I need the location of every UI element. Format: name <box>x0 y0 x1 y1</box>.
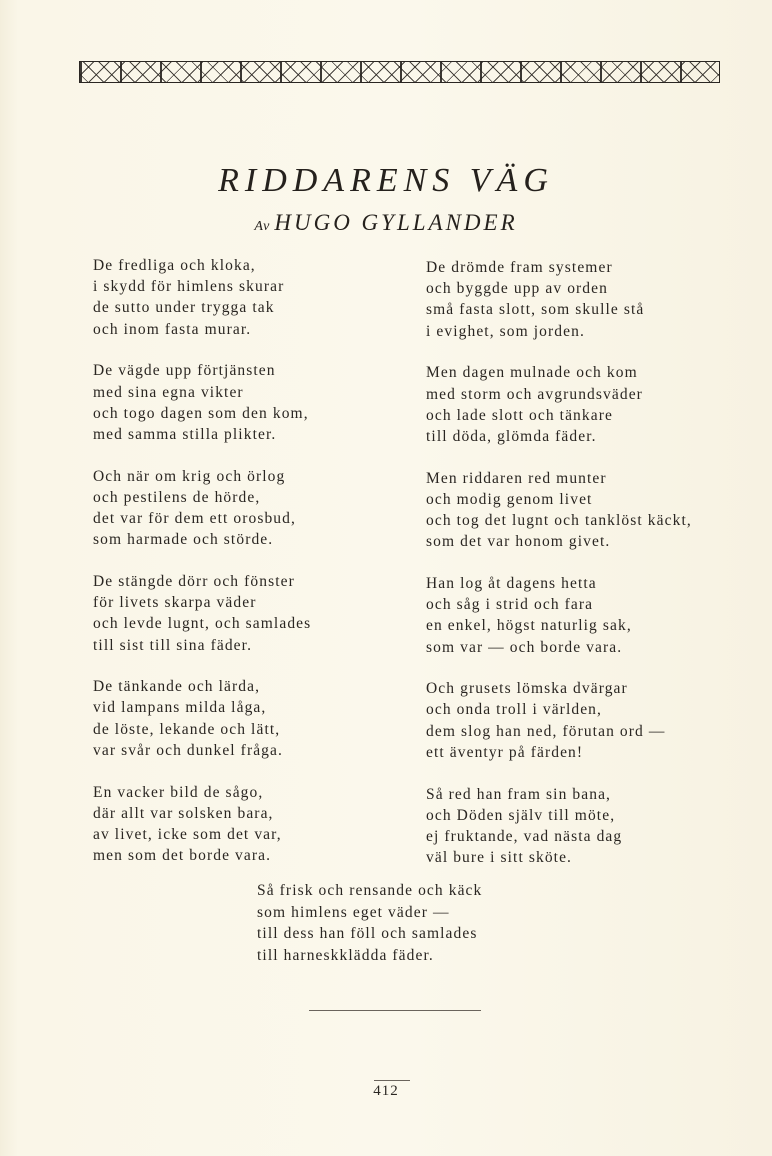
verse-line: Och grusets lömska dvärgar <box>426 680 628 698</box>
verse-line: dem slog han ned, förutan ord — <box>426 722 666 740</box>
verse-line: De vägde upp förtjänsten <box>93 362 276 380</box>
verse-line: och inom fasta murar. <box>93 320 252 338</box>
stanza <box>93 782 311 867</box>
verse-line: och lade slott och tänkare <box>426 406 613 424</box>
verse-line: Han log åt dagens hetta <box>426 574 597 592</box>
verse-line: Och när om krig och örlog <box>93 467 286 485</box>
verse-line: som harmade och störde. <box>93 531 274 549</box>
verse-line: och onda troll i världen, <box>426 701 602 719</box>
verse-line: och byggde upp av orden <box>426 280 608 298</box>
poem-author <box>0 210 772 236</box>
stanza <box>426 573 692 658</box>
verse-line: Så red han fram sin bana, <box>426 785 612 803</box>
author-name: HUGO GYLLANDER <box>274 210 518 235</box>
verse-line: Så frisk och rensande och käck <box>257 882 483 899</box>
verse-line: och pestilens de hörde, <box>93 488 261 506</box>
verse-line: Men dagen mulnade och kom <box>426 364 638 382</box>
stanza <box>93 255 311 340</box>
verse-line: till döda, glömda fäder. <box>426 427 597 445</box>
stanza <box>426 784 692 869</box>
verse-line: och togo dagen som den kom, <box>93 404 309 422</box>
verse-line: av livet, icke som det var, <box>93 825 282 843</box>
verse-line: Men riddaren red munter <box>426 469 607 487</box>
page-number: 412 <box>373 1083 399 1099</box>
verse-line: En vacker bild de sågo, <box>93 783 264 801</box>
verse-line: var svår och dunkel fråga. <box>93 741 283 759</box>
verse-line: ej fruktande, vad nästa dag <box>426 827 623 845</box>
verse-line: en enkel, högst naturlig sak, <box>426 617 632 635</box>
verse-line: men som det borde vara. <box>93 847 272 865</box>
verse-line: De fredliga och kloka, <box>93 257 256 274</box>
closing-rule <box>309 1010 481 1011</box>
verse-line: de sutto under trygga tak <box>93 299 275 317</box>
poem-title: RIDDARENS VÄG <box>218 162 554 199</box>
verse-line: med sina egna vikter <box>93 383 244 401</box>
verse-line: och såg i strid och fara <box>426 596 594 614</box>
verse-line: i skydd för himlens skurar <box>93 278 285 296</box>
decorative-border <box>79 61 720 83</box>
page-number-rule <box>374 1080 410 1081</box>
verse-line: till sist till sina fäder. <box>93 636 253 654</box>
stanza <box>426 678 692 763</box>
verse-line: De tänkande och lärda, <box>93 678 261 696</box>
verse-line: med storm och avgrundsväder <box>426 385 643 403</box>
verse-line: det var för dem ett orosbud, <box>93 510 296 528</box>
stanza <box>93 676 311 761</box>
stanza <box>93 466 311 551</box>
right-column <box>426 257 692 889</box>
stanza <box>93 571 311 656</box>
verse-line: små fasta slott, som skulle stå <box>426 301 645 319</box>
final-stanza <box>257 880 482 966</box>
verse-line: i evighet, som jorden. <box>426 322 585 340</box>
verse-line: som var — och borde vara. <box>426 638 623 656</box>
author-prefix: Av <box>254 219 271 234</box>
verse-line: till harneskklädda fäder. <box>257 946 434 964</box>
verse-line: De stängde dörr och fönster <box>93 572 295 590</box>
stanza <box>426 257 692 342</box>
verse-line: där allt var solsken bara, <box>93 804 274 822</box>
verse-line: och levde lugnt, och samlades <box>93 615 312 633</box>
stanza <box>426 362 692 447</box>
verse-line: och modig genom livet <box>426 490 593 508</box>
verse-line: och tog det lugnt och tanklöst käckt, <box>426 512 692 530</box>
verse-line: som det var honom givet. <box>426 533 611 551</box>
verse-line: de löste, lekande och lätt, <box>93 720 281 738</box>
stanza <box>93 360 311 445</box>
verse-line: ett äventyr på färden! <box>426 743 584 761</box>
verse-line: och Döden själv till möte, <box>426 806 616 824</box>
verse-line: till dess han föll och samlades <box>257 925 478 942</box>
verse-line: De drömde fram systemer <box>426 259 613 276</box>
verse-line: väl bure i sitt sköte. <box>426 849 573 867</box>
verse-line: som himlens eget väder — <box>257 903 450 921</box>
verse-line: för livets skarpa väder <box>93 594 257 612</box>
left-column <box>93 255 311 887</box>
verse-line: med samma stilla plikter. <box>93 425 277 443</box>
verse-line: vid lampans milda låga, <box>93 699 267 717</box>
stanza <box>426 468 692 553</box>
